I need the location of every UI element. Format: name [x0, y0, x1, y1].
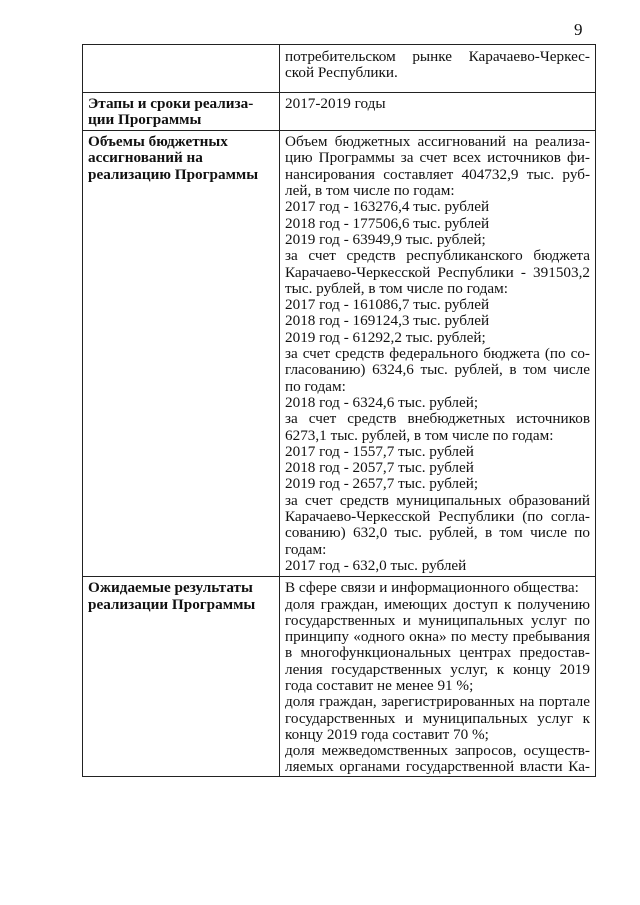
row-label-line: Ожидаемые результаты — [88, 579, 253, 597]
row-value-line: за счет средств муниципальных образований — [285, 491, 590, 509]
row-label-line: ассигнований на — [88, 149, 203, 167]
row-label-line: ции Программы — [88, 110, 202, 128]
row-value-line: принципу «одного окна» по месту пребывания — [285, 628, 590, 646]
row-value-line: лей, в том числе по годам: — [285, 182, 455, 200]
row-value-line: 2017 год - 163276,4 тыс. рублей — [285, 198, 490, 216]
row-value-line: 6273,1 тыс. рублей, в том числе по годам: — [285, 426, 554, 444]
row-value-line: доля межведомственных запросов, осуществ- — [285, 742, 590, 760]
row-value-line: по годам: — [285, 377, 346, 395]
row-value-line: 2018 год - 177506,6 тыс. рублей — [285, 214, 490, 232]
row-value-line: 2019 год - 63949,9 тыс. рублей; — [285, 230, 486, 248]
row-value-line: Объем бюджетных ассигнований на реализа- — [285, 133, 590, 151]
row-value-line: 2018 год - 169124,3 тыс. рублей — [285, 312, 490, 330]
table-row — [83, 45, 596, 93]
row-value-cell — [280, 577, 596, 777]
row-label-line: реализации Программы — [88, 595, 256, 613]
row-value-line: государственных и муниципальных услуг к — [285, 709, 590, 727]
row-value-line: доля граждан, имеющих доступ к получению — [285, 595, 590, 613]
row-value-line: 2017 год - 161086,7 тыс. рублей — [285, 296, 490, 314]
row-value-line: ской Республики. — [285, 64, 398, 82]
row-label-cell — [83, 92, 280, 131]
row-value-line: Карачаево-Черкесской Республики (по согла- — [285, 508, 590, 526]
row-label-cell — [83, 45, 280, 93]
row-label-line — [88, 49, 274, 65]
row-value-line: 2017 год - 1557,7 тыс. рублей — [285, 442, 474, 460]
row-value-line: 2017-2019 годы — [285, 94, 386, 112]
row-value-line: ляемых органами государственной власти Ка- — [285, 758, 590, 776]
row-label-cell — [83, 131, 280, 577]
row-value-line: потребительском рынке Карачаево-Черкес- — [285, 48, 590, 65]
row-value-line: 2019 год - 61292,2 тыс. рублей; — [285, 328, 486, 346]
table-row — [83, 577, 596, 777]
row-value-line: тыс. рублей, в том числе по годам: — [285, 279, 508, 297]
row-value-line: доля граждан, зарегистрированных на портале — [285, 693, 590, 711]
row-value-line: государственных и муниципальных услуг по — [285, 611, 590, 629]
row-value-line: ления государственных услуг, к концу 2019 — [285, 660, 590, 678]
row-value-line: нансирования составляет 404732,9 тыс. руб- — [285, 165, 590, 183]
row-value-line: за счет средств внебюджетных источников — [285, 410, 590, 428]
row-value-cell — [280, 131, 596, 577]
row-value-line: сованию) 632,0 тыс. рублей, в том числе по — [285, 524, 590, 542]
table-row — [83, 92, 596, 131]
row-label-cell — [83, 577, 280, 777]
row-value-line: Карачаево-Черкесской Республики - 391503,2 — [285, 263, 590, 281]
row-value-line: за счет средств республиканского бюджета — [285, 247, 590, 265]
row-value-line: гласованию) 6324,6 тыс. рублей, в том числе — [285, 361, 590, 379]
row-value-line: 2018 год - 6324,6 тыс. рублей; — [285, 393, 479, 411]
table-row — [83, 131, 596, 577]
row-value-line: концу 2019 года составит 70 %; — [285, 725, 489, 743]
row-label-line: Объемы бюджетных — [88, 133, 228, 151]
row-value-line: за счет средств федерального бюджета (по со- — [285, 345, 590, 363]
row-value-line: В сфере связи и информационного общества: — [285, 579, 579, 597]
row-value-cell — [280, 45, 596, 93]
program-passport-table — [82, 44, 596, 777]
row-label-line: Этапы и сроки реализа- — [88, 94, 254, 112]
row-value-line: 2017 год - 632,0 тыс. рублей — [285, 556, 467, 574]
page-number: 9 — [574, 20, 583, 39]
passport-table-body — [83, 45, 596, 777]
row-value-line: цию Программы за счет всех источников фи- — [285, 149, 590, 167]
row-value-line: годам: — [285, 540, 327, 558]
row-value-line: 2019 год - 2657,7 тыс. рублей; — [285, 475, 479, 493]
row-value-line: в многофункциональных центрах предостав- — [285, 644, 590, 662]
row-value-cell — [280, 92, 596, 131]
row-value-line: года составит не менее 91 %; — [285, 676, 474, 694]
row-value-line: 2018 год - 2057,7 тыс. рублей — [285, 459, 474, 477]
row-label-line: реализацию Программы — [88, 165, 259, 183]
